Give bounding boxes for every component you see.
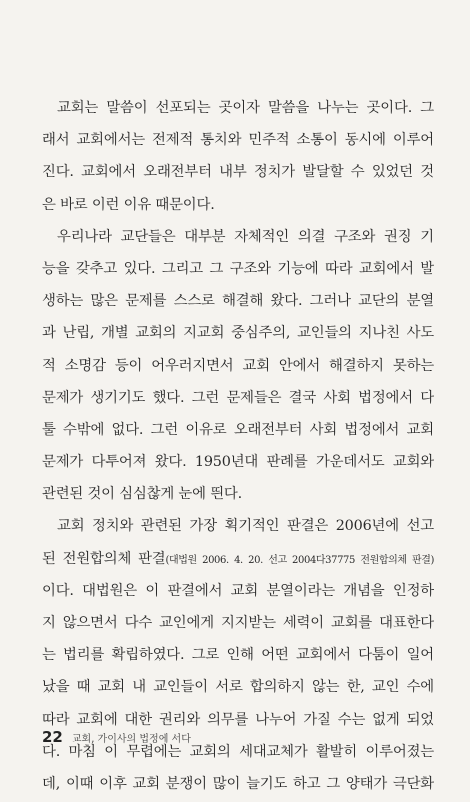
text-line: 진다. 교회에서 오래전부터 내부 정치가 발달할 수 있었던 것: [42, 164, 434, 181]
text-line: 데, 이때 이후 교회 분쟁이 많이 늘기도 하고 그 양태가 극단화: [42, 775, 434, 792]
text-line: 능을 갖추고 있다. 그리고 그 구조와 기능에 따라 교회에서 발: [42, 260, 434, 277]
text-line: 우리나라 교단들은 대부분 자체적인 의결 구조와 권징 기: [57, 228, 434, 245]
text-segment: 된 전원합의체 판결: [42, 550, 166, 567]
text-line: 교회 정치와 관련된 가장 획기적인 판결은 2006년에 선고: [57, 518, 434, 535]
page-number: 22: [42, 728, 63, 746]
text-line: 적 소명감 등이 어우러지면서 교회 안에서 해결하지 못하는: [42, 357, 434, 374]
body-text: [42, 94, 434, 802]
text-line: 래서 교회에서는 전제적 통치와 민주적 소통이 동시에 이루어: [42, 132, 434, 149]
text-line: 관련된 것이 심심찮게 눈에 띈다.: [42, 486, 242, 503]
text-line-with-citation: [42, 545, 434, 577]
text-line: 다. 마침 이 무렵에는 교회의 세대교체가 활발히 이루어졌는: [42, 743, 434, 760]
running-title: 교회, 가이사의 법정에 서다: [71, 734, 191, 745]
text-line: 문제가 다투어져 왔다. 1950년대 판례를 가운데서도 교회와: [42, 454, 434, 471]
text-line: 툴 수밖에 없다. 그런 이유로 오래전부터 사회 법정에서 교회: [42, 421, 434, 438]
page-footer: [42, 728, 191, 746]
text-line: 이다. 대법원은 이 판결에서 교회 분열이라는 개념을 인정하: [42, 582, 434, 599]
text-line: 는 법리를 확립하였다. 그로 인해 어떤 교회에서 다툼이 일어: [42, 647, 434, 664]
text-line: 따라 교회에 대한 권리와 의무를 나누어 가질 수는 없게 되었: [42, 711, 434, 728]
text-line: 교회는 말씀이 선포되는 곳이자 말씀을 나누는 곳이다. 그: [57, 100, 434, 116]
text-line: 지 않으면서 다수 교인에게 지지받는 세력이 교회를 대표한다: [42, 615, 434, 631]
text-line: 났을 때 교회 내 교인들이 서로 합의하지 않는 한, 교인 수에: [42, 679, 434, 696]
text-line: 은 바로 이런 이유 때문이다.: [42, 196, 215, 213]
text-line: 과 난립, 개별 교회의 지교회 중심주의, 교인들의 지나친 사도: [42, 325, 434, 342]
text-line: 문제가 생기기도 했다. 그런 문제들은 결국 사회 법정에서 다: [42, 389, 434, 406]
text-line: 생하는 많은 문제를 스스로 해결해 왔다. 그러나 교단의 분열: [42, 293, 434, 310]
case-citation: (대법원 2006. 4. 20. 선고 2004다37775 전원합의체 판결): [165, 554, 434, 566]
